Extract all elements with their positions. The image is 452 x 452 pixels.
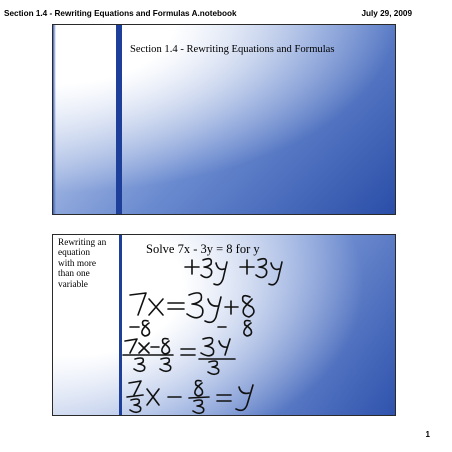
side-label-line: with more xyxy=(58,258,96,269)
page-number: 1 xyxy=(425,430,430,439)
handwriting-line-4 xyxy=(127,381,253,414)
side-label-line: equation xyxy=(58,248,91,259)
handwriting-line-2 xyxy=(130,293,254,322)
slide-accent-bar xyxy=(116,25,122,214)
date-label: July 29, 2009 xyxy=(361,9,412,18)
side-label-line: variable xyxy=(58,279,88,290)
slide-title: Section 1.4 - Rewriting Equations and Formulas xyxy=(130,44,335,55)
slide-1 xyxy=(52,24,396,215)
handwriting-line-3 xyxy=(123,338,235,375)
handwriting-line-2-sub xyxy=(130,321,252,337)
handwriting-line-1 xyxy=(185,259,282,285)
side-label-line: Rewriting an xyxy=(58,238,107,248)
slide-2 xyxy=(52,234,396,416)
notebook-title: Section 1.4 - Rewriting Equations and Formulas A.notebook xyxy=(4,9,237,18)
slide-left-edge-shade xyxy=(53,25,56,214)
problem-statement: Solve 7x - 3y = 8 for y xyxy=(146,242,260,256)
handwritten-solution xyxy=(53,235,396,416)
side-label-line: than one xyxy=(58,269,90,280)
